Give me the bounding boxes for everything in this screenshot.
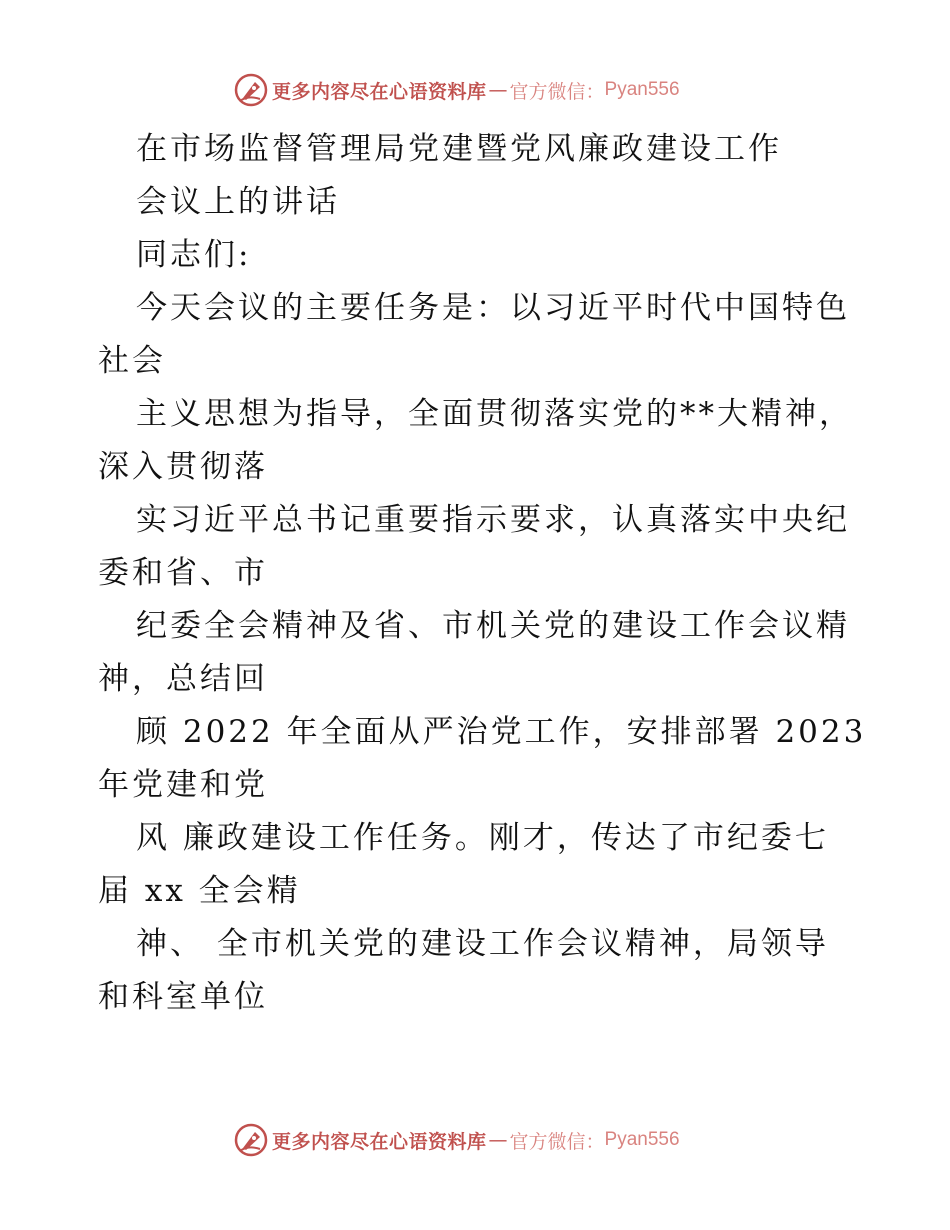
document-line: 会议上的讲话: [136, 184, 340, 220]
banner-main-text: 更多内容尽在心语资料库: [272, 1130, 487, 1153]
banner-main-text: 更多内容尽在心语资料库: [272, 80, 487, 103]
document-line: 社会: [98, 343, 166, 379]
document-line: 届 xx 全会精: [98, 873, 301, 909]
document-line: 年党建和党: [98, 767, 268, 803]
document-body: [98, 123, 867, 1024]
document-line: 实习近平总书记重要指示要求，认真落实中央纪: [136, 502, 850, 538]
fountain-pen-nib-logo-icon: [234, 73, 268, 107]
header-banner: [234, 72, 680, 108]
footer-banner: [234, 1122, 680, 1158]
document-line: 在市场监督管理局党建暨党风廉政建设工作: [136, 131, 782, 167]
document-line: 风 廉政建设工作任务。刚才，传达了市纪委七: [136, 820, 829, 856]
document-line: 同志们:: [136, 237, 252, 273]
document-line: 神，总结回: [98, 661, 268, 697]
document-line: 委和省、市: [98, 555, 268, 591]
banner-wechat-label: 官方微信：: [509, 1130, 605, 1153]
document-line: 主义思想为指导，全面贯彻落实党的**大精神，: [136, 396, 853, 432]
banner-dash: —: [488, 1129, 508, 1151]
banner-wechat-label: 官方微信：: [509, 80, 605, 103]
document-line: 和科室单位: [98, 979, 268, 1015]
document-line: 今天会议的主要任务是：以习近平时代中国特色: [136, 290, 850, 326]
document-line: 神、 全市机关党的建设工作会议精神，局领导: [136, 926, 829, 962]
banner-dash: —: [488, 79, 508, 101]
document-line: 顾 2022 年全面从严治党工作，安排部署 2023: [136, 714, 867, 750]
document-line: 纪委全会精神及省、市机关党的建设工作会议精: [136, 608, 850, 644]
document-line: 深入贯彻落: [98, 449, 268, 485]
banner-wechat-handle: Pyan556: [604, 1129, 680, 1150]
banner-wechat-handle: Pyan556: [604, 79, 680, 100]
fountain-pen-nib-logo-icon: [234, 1123, 268, 1157]
